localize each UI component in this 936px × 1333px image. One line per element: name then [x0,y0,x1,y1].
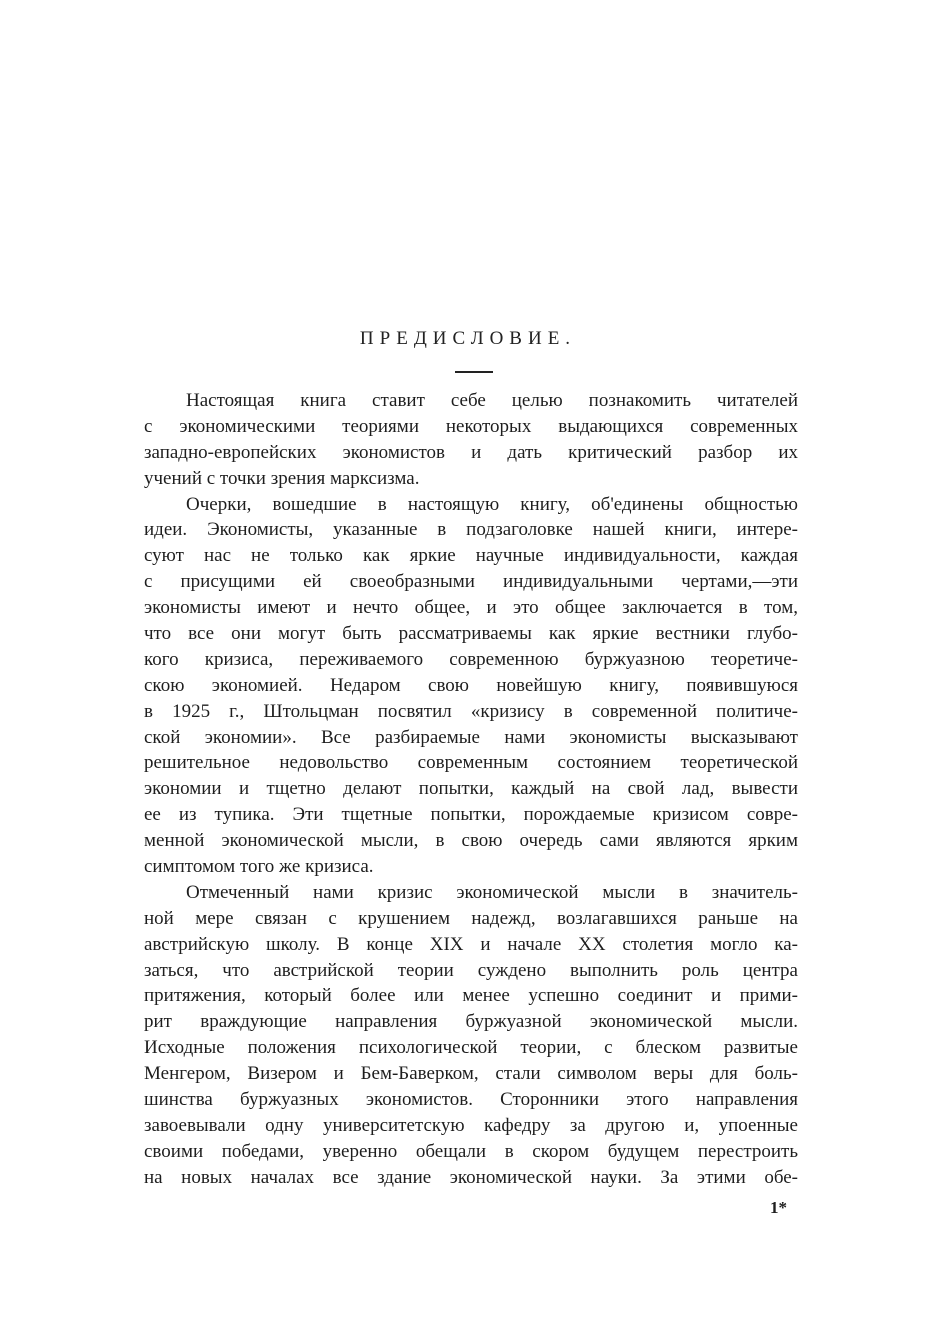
text-line: австрийскую школу. В конце XIX и начале XX столетия могло ка- [144,933,798,955]
text-line: Исходные положения психологической теории, с блеском развитые [144,1037,798,1059]
text-line: что все они могут быть рассматриваемы как яркие вестники глубо- [144,623,798,645]
text-line: Отмеченный нами кризис экономической мысли в значитель- [186,881,798,903]
text-line: притяжения, который более или менее успешно соединит и прими- [144,985,798,1007]
body-text [144,388,798,1191]
text-line: в 1925 г., Штольцман посвятил «кризису в современной политиче- [144,700,798,722]
text-line: Менгером, Визером и Бем-Баверком, стали символом веры для боль- [144,1063,798,1085]
text-line: скою экономией. Недаром свою новейшую книгу, появившуюся [144,674,798,696]
text-line: ее из тупика. Эти тщетные попытки, порождаемые кризисом совре- [144,804,798,826]
text-line: симптомом того же кризиса. [144,856,374,878]
text-line: рит враждующие направления буржуазной экономической мысли. [144,1011,798,1033]
text-line: шинства буржуазных экономистов. Сторонники этого направления [144,1089,798,1111]
text-line: идеи. Экономисты, указанные в подзаголовке нашей книги, интере- [144,519,798,541]
text-line: с присущими ей своеобразными индивидуальными чертами,—эти [144,571,798,593]
text-line: менной экономической мысли, в свою очередь сами являются ярким [144,830,798,852]
page-title: ПРЕДИСЛОВИЕ. [359,328,577,349]
paragraph [144,388,798,492]
text-line: ской экономии». Все разбираемые нами экономисты высказывают [144,726,798,748]
text-line: заться, что австрийской теории суждено выполнить роль центра [144,959,798,981]
text-line: кого кризиса, переживаемого современною буржуазною теоретиче- [144,648,798,670]
text-line: учений с точки зрения марксизма. [144,467,420,489]
text-line: завоевывали одну университетскую кафедру за другою и, упоенные [144,1114,798,1136]
text-line: экономии и тщетно делают попытки, каждый на свой лад, вывести [144,778,798,800]
page-number: 1* [770,1198,787,1217]
text-line: Настоящая книга ставит себе целью познакомить читателей [186,390,798,411]
text-line: своими победами, уверенно обещали в скором будущем перестроить [144,1140,798,1162]
text-line: экономисты имеют и нечто общее, и это общее заключается в том, [144,597,798,619]
text-line: на новых началах все здание экономической науки. За этими обе- [144,1166,798,1188]
text-line: ной мере связан с крушением надежд, возлагавшихся раньше на [144,907,798,929]
title-rule [455,371,493,373]
text-line: Очерки, вошедшие в настоящую книгу, об'единены общностью [186,493,798,515]
text-line: суют нас не только как яркие научные индивидуальности, каждая [144,545,798,567]
text-line: западно-европейских экономистов и дать критический разбор их [144,441,798,463]
text-line: решительное недовольство современным состоянием теоретической [144,752,798,774]
paragraph [144,880,798,1191]
text-line: с экономическими теориями некоторых выдающихся современных [144,415,798,437]
paragraph [144,492,798,880]
